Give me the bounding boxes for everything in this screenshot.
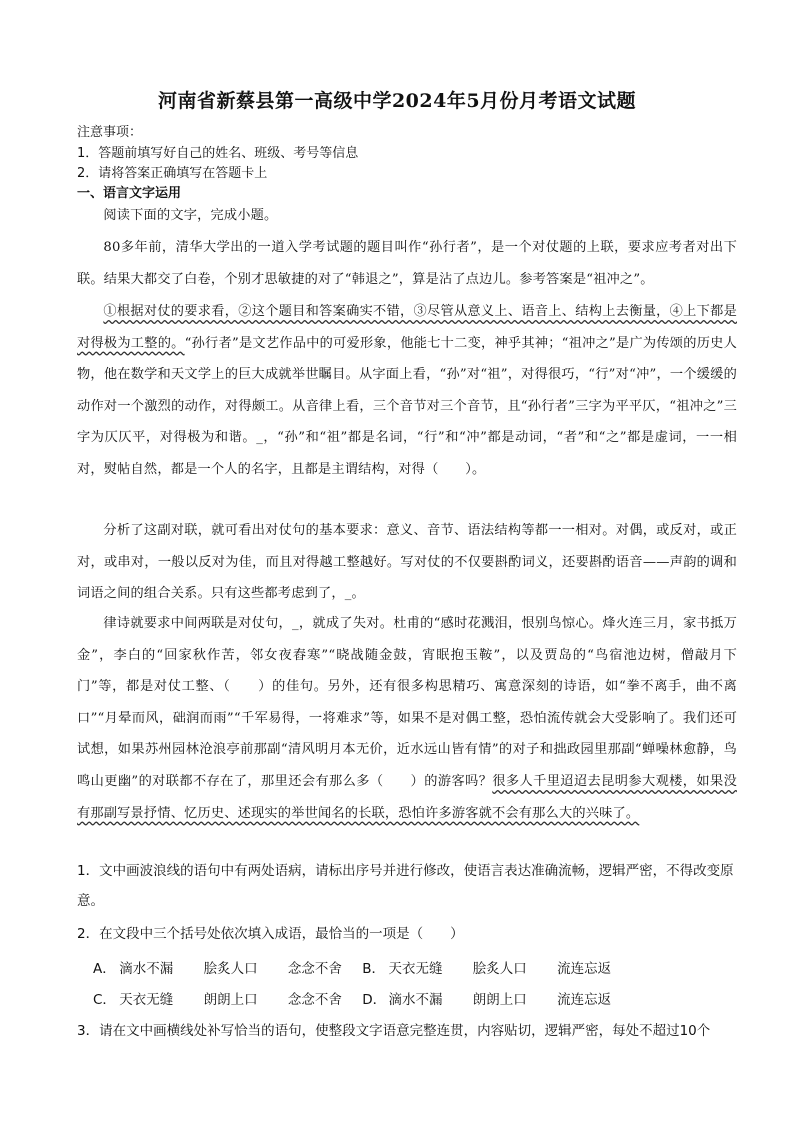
option-d-item-3: 流连忘返 — [557, 992, 612, 1008]
section-heading: 一、语言文字运用 — [77, 186, 182, 201]
option-a-item-3: 念念不舍 — [287, 961, 342, 977]
passage-paragraph-4 — [77, 608, 737, 829]
page-title: 河南省新蔡县第一高级中学2024年5月份月考语文试题 — [157, 90, 637, 112]
passage-paragraph-3: 分析了这副对联，就可看出对仗句的基本要求：意义、音节、语法结构等都一一相对。对偶，或反对，或正对，或串对，一般以反对为佳，而且对得越工整越好。写对仗的不仅要斟酌词义，还要斟酌语音——声韵的调和词语之间的组合关系。只有这些都考虑到了，_。 — [77, 523, 737, 602]
option-a-item-2: 脍炙人口 — [203, 961, 258, 977]
notice-heading: 注意事项： — [77, 125, 143, 140]
option-b-item-1: 天衣无缝 — [388, 961, 443, 977]
passage-paragraph-2 — [77, 296, 737, 486]
paragraph-4-main: 律诗就要求中间两联是对仗句，_，就成了失对。杜甫的“感时花溅泪，恨别鸟惊心。烽火连三月，家书抵万金”，李白的“回家秋作苦，邻女夜舂寒”“晓战随金鼓，宵眠抱玉鞍”，以及贾岛的“鸟宿池边树，僧敲月下门”等，都是对仗工整、（ ）的佳句。另外，还有很多构思精巧、寓意深刻的诗语，如“拳不离手，曲不离口”“月晕而风，础润而雨”“千军易得，一将难求”等，如果不是对偶工整，恐怕流传就会大受影响了。我们还可试想，如果苏州园林沧浪亭前那副“清风明月本无价，近水远山皆有情”的对子和拙政园里那副“蝉噪林愈静，鸟鸣山更幽”的对联都不存在了，那里还会有那么多（ ）的游客吗？ — [77, 616, 737, 789]
question-2-options-row-2 — [93, 988, 637, 1008]
option-c-item-1: 天衣无缝 — [119, 992, 174, 1008]
passage-paragraph-1: 80多年前，清华大学出的一道入学考试题的题目叫作“孙行者”，是一个对仗题的上联，要求应考者对出下联。结果大都交了白卷，个别才思敏捷的对了“韩退之”，算是沾了点边儿。参考答案是“祖冲之”。 — [77, 240, 737, 287]
paragraph-2-rest: “孙行者”是文艺作品中的可爱形象，他能七十二变，神乎其神；“祖冲之”是广为传颂的历史人物，他在数学和天文学上的巨大成就举世瞩目。从字面上看，“孙”对“祖”，对得很巧，“行”对“冲”，一个缓缓的动作对一个激烈的动作，对得颇工。从音律上看，三个音节对三个音节，且“孙行者”三字为平平仄，“祖冲之”三字为仄仄平，对得极为和谐。_，“孙”和“祖”都是名词，“行”和“冲”都是动词，“者”和“之”都是虚词，一一相对，熨帖自然，都是一个人的名字，且都是主谓结构，对得（ ）。 — [77, 335, 737, 477]
wavy-underlined-sentence: ①根据对仗的要求看，②这个题目和答案确实不错，③尽管从意义上、语音上、结构上去衡量，④上下都是对得极为工整的。 — [77, 304, 737, 351]
question-2: 2．在文段中三个括号处依次填入成语，最恰当的一项是（ ） — [77, 926, 464, 942]
option-d-item-2: 朗朗上口 — [472, 992, 527, 1008]
notice-item-1: 1．答题前填写好自己的姓名、班级、考号等信息 — [77, 146, 359, 161]
wavy-underlined-sentence-2: 很多人千里迢迢去昆明参大观楼，如果没有那副写景抒情、忆历史、述现实的举世闻名的长联，恐怕许多游客就不会有那么大的兴味了。 — [77, 773, 737, 821]
question-2-options-row-1 — [93, 957, 637, 977]
reading-intro: 阅读下面的文字，完成小题。 — [103, 208, 278, 223]
option-a-label: A． — [93, 961, 116, 977]
option-d-item-1: 滴水不漏 — [388, 992, 443, 1008]
option-b-item-2: 脍炙人口 — [472, 961, 527, 977]
notice-item-2: 2．请将答案正确填写在答题卡上 — [77, 166, 268, 181]
option-c-item-2: 朗朗上口 — [203, 992, 258, 1008]
option-c-label: C． — [93, 992, 116, 1008]
option-b-item-3: 流连忘返 — [557, 961, 612, 977]
option-b-label: B． — [362, 961, 385, 977]
option-d-label: D． — [362, 992, 387, 1008]
option-a-item-1: 滴水不漏 — [119, 961, 174, 977]
option-c-item-3: 念念不舍 — [287, 992, 342, 1008]
question-1: 1．文中画波浪线的语句中有两处语病，请标出序号并进行修改，使语言表达准确流畅，逻辑严密，不得改变原意。 — [77, 863, 734, 909]
question-3: 3．请在文中画横线处补写恰当的语句，使整段文字语意完整连贯，内容贴切，逻辑严密，每处不超过10个 — [77, 1023, 711, 1039]
